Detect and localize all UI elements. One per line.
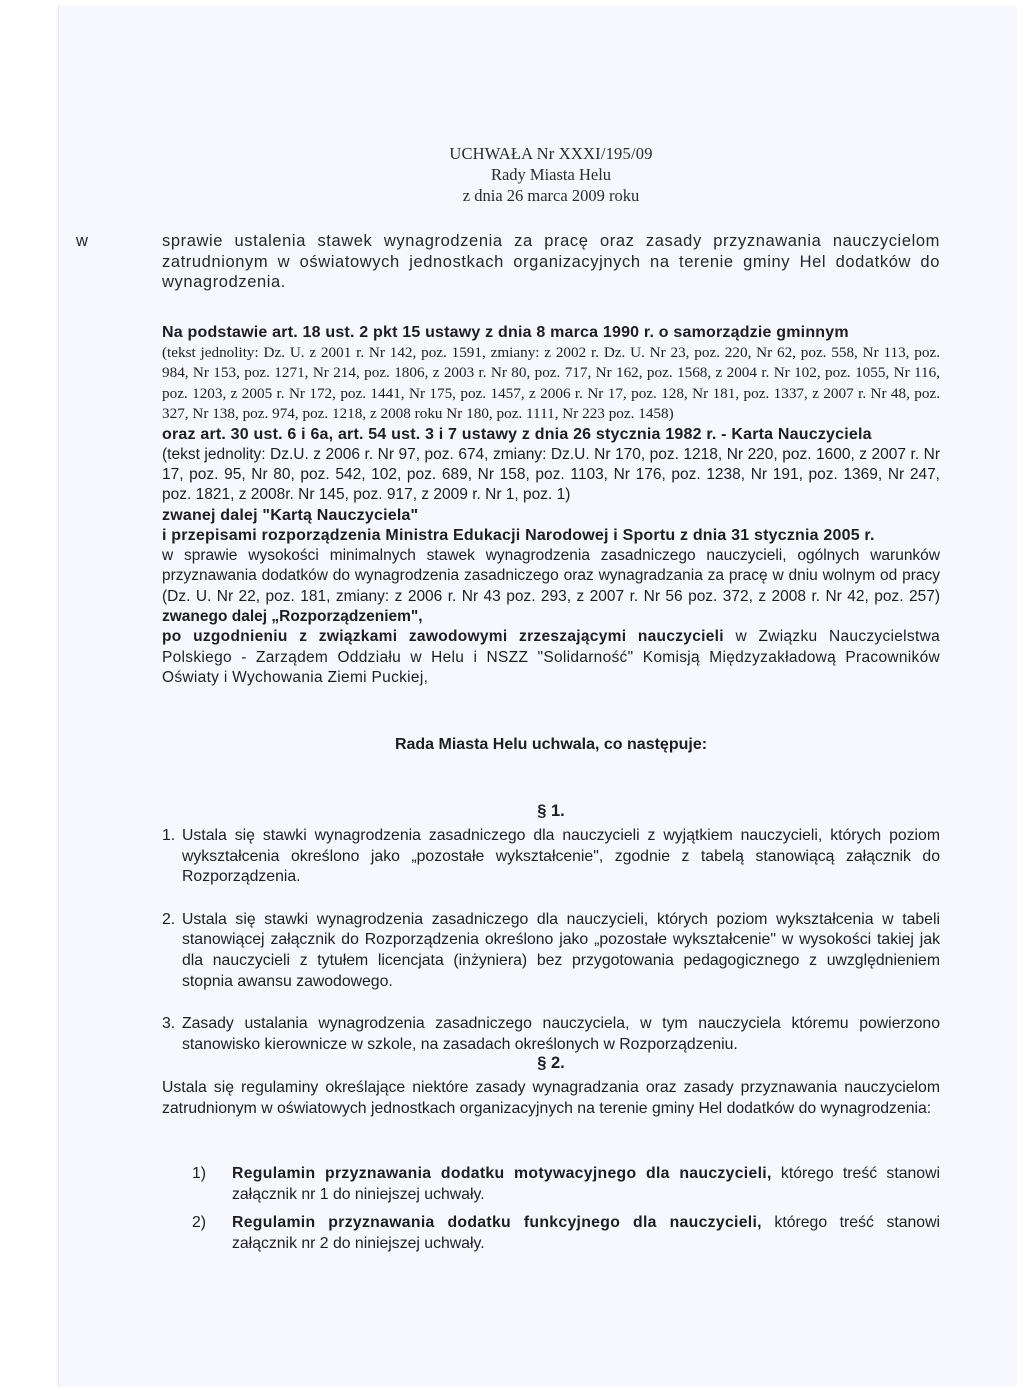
resolution-date: z dnia 26 marca 2009 roku: [462, 186, 640, 205]
item-text: Zasady ustalania wynagrodzenia zasadniczego nauczyciela, w tym nauczyciela któremu powierzono stanowisko kierownicze w szkole, na zasadach określonych w Rozporządzeniu.: [182, 1015, 940, 1053]
subject-prefix: w: [76, 232, 89, 250]
item-text: [232, 1213, 940, 1254]
legal-reference-3-text: w sprawie wysokości minimalnych stawek wynagrodzenia zasadniczego nauczycieli, ogólnych warunków przyznawania dodatków do wynagrodzenia zasadniczego oraz wynagradzania za pracę w dniu wolnym od pracy (Dz. U. Nr 22, poz. 181, zmiany: z 2006 r. Nr 43 poz. 293, z 2007 r. Nr 56 poz. 372, z 2008 r. Nr 42, poz. 257): [162, 546, 940, 605]
legal-reference-2: (tekst jednolity: Dz.U. z 2006 r. Nr 97, poz. 674, zmiany: Dz.U. Nr 170, poz. 1218, Nr 220, poz. 1600, z 2007 r. Nr 17, poz. 95, Nr 80, poz. 542, 102, poz. 689, Nr 158, poz. 1103, Nr 176, poz. 1238, Nr 191, poz. 1369, Nr 247, poz. 1821, z 2008r. Nr 145, poz. 917, z 2009 r. Nr 1, poz. 1): [162, 445, 940, 504]
legal-basis-line-4: i przepisami rozporządzenia Ministra Edukacji Narodowej i Sportu z dnia 31 stycznia 2005 r.: [162, 526, 875, 544]
legal-basis: [162, 323, 940, 689]
item-text: [232, 1164, 940, 1205]
council-statement: Rada Miasta Helu uchwala, co następuje:: [394, 736, 708, 753]
list-item: [162, 826, 940, 888]
regulations-list: [192, 1164, 940, 1262]
regulation-title: Regulamin przyznawania dodatku funkcyjnego dla nauczycieli,: [232, 1214, 762, 1232]
resolution-title: UCHWAŁA Nr XXXI/195/09: [449, 144, 653, 163]
legal-reference-3: [162, 546, 940, 628]
item-text: Ustala się stawki wynagrodzenia zasadniczego dla nauczycieli, których poziom wykształcenia w tabeli stanowiącej załącznik do Rozporządzenia określono jako „pozostałe wykształcenie" w wysokości takiej jak dla nauczycieli z tytułem licencjata (inżyniera) bez przygotowania pedagogicznego z uwzględnieniem stopnia awansu zawodowego.: [182, 910, 940, 990]
legal-basis-line-3: zwanej dalej "Kartą Nauczyciela": [162, 506, 419, 524]
legal-basis-line-2: oraz art. 30 ust. 6 i 6a, art. 54 ust. 3 i 7 ustawy z dnia 26 stycznia 1982 r. - Karta Nauczyciela: [162, 425, 872, 443]
legal-basis-line-5: [162, 627, 940, 688]
list-item: [192, 1213, 940, 1254]
legal-basis-line-5-text: w Związku Nauczycielstwa Polskiego - Zarządem Oddziału w Helu i NSZZ "Solidarność" Komisją Międzyzakładową Pracowników Oświaty i Wychowania Ziemi Puckiej,: [162, 628, 940, 687]
resolution-issuer: Rady Miasta Helu: [490, 165, 612, 184]
section-2-mark: § 2.: [537, 1054, 565, 1072]
regulation-description: którego treść stanowi załącznik nr 1 do niniejszej uchwały.: [232, 1165, 940, 1203]
item-number: 1.: [162, 827, 176, 844]
legal-reference-3-bold: zwanego dalej „Rozporządzeniem",: [162, 608, 423, 626]
section-1-items: [162, 826, 940, 1055]
item-number: 3.: [162, 1015, 176, 1033]
legal-reference-1: (tekst jednolity: Dz. U. z 2001 r. Nr 142, poz. 1591, zmiany: z 2002 r. Dz. U. Nr 23, poz. 220, Nr 62, poz. 558, Nr 113, poz. 984, Nr 153, poz. 1271, Nr 214, poz. 1806, z 2003 r. Nr 80, poz. 717, Nr 162, poz. 1568, z 2004 r. Nr 102, poz. 1055, Nr 116, poz. 1203, z 2005 r. Nr 172, poz. 1441, Nr 175, poz. 1457, z 2006 r. Nr 17, poz. 128, Nr 181, poz. 1337, z 2007 r. Nr 48, poz. 327, Nr 138, poz. 974, poz. 1218, z 2008 roku Nr 180, poz. 1111, Nr 223 poz. 1458): [162, 344, 940, 423]
list-item: [192, 1164, 940, 1205]
item-number: 2): [192, 1214, 207, 1232]
subject-text: sprawie ustalenia stawek wynagrodzenia za pracę oraz zasady przyznawania nauczycielom zatrudnionym w oświatowych jednostkach organizacyjnych na terenie gminy Hel dodatków do wynagrodzenia.: [162, 232, 940, 291]
regulation-description: którego treść stanowi załącznik nr 2 do niniejszej uchwały.: [232, 1214, 940, 1252]
legal-basis-line-1: Na podstawie art. 18 ust. 2 pkt 15 ustawy z dnia 8 marca 1990 r. o samorządzie gminnym: [162, 324, 849, 341]
item-number: 1): [192, 1165, 207, 1182]
list-item: [162, 910, 940, 992]
item-text: Ustala się stawki wynagrodzenia zasadniczego dla nauczycieli z wyjątkiem nauczycieli, których poziom wykształcenia określono jako „pozostałe wykształcenie", zgodnie z tabelą stanowiącą załącznik do Rozporządzenia.: [182, 827, 940, 886]
item-number: 2.: [162, 910, 176, 928]
legal-basis-line-5-bold: po uzgodnieniu z związkami zawodowymi zrzeszającymi nauczycieli: [162, 628, 724, 646]
resolution-subject: [76, 231, 940, 293]
regulation-title: Regulamin przyznawania dodatku motywacyjnego dla nauczycieli,: [232, 1165, 772, 1182]
section-1-mark: § 1.: [537, 802, 565, 820]
section-2-text: Ustala się regulaminy określające niektóre zasady wynagradzania oraz zasady przyznawania nauczycielom zatrudnionym w oświatowych jednostkach organizacyjnych na terenie gminy Hel dodatków do wynagrodzenia:: [162, 1079, 940, 1117]
list-item: [162, 1014, 940, 1055]
